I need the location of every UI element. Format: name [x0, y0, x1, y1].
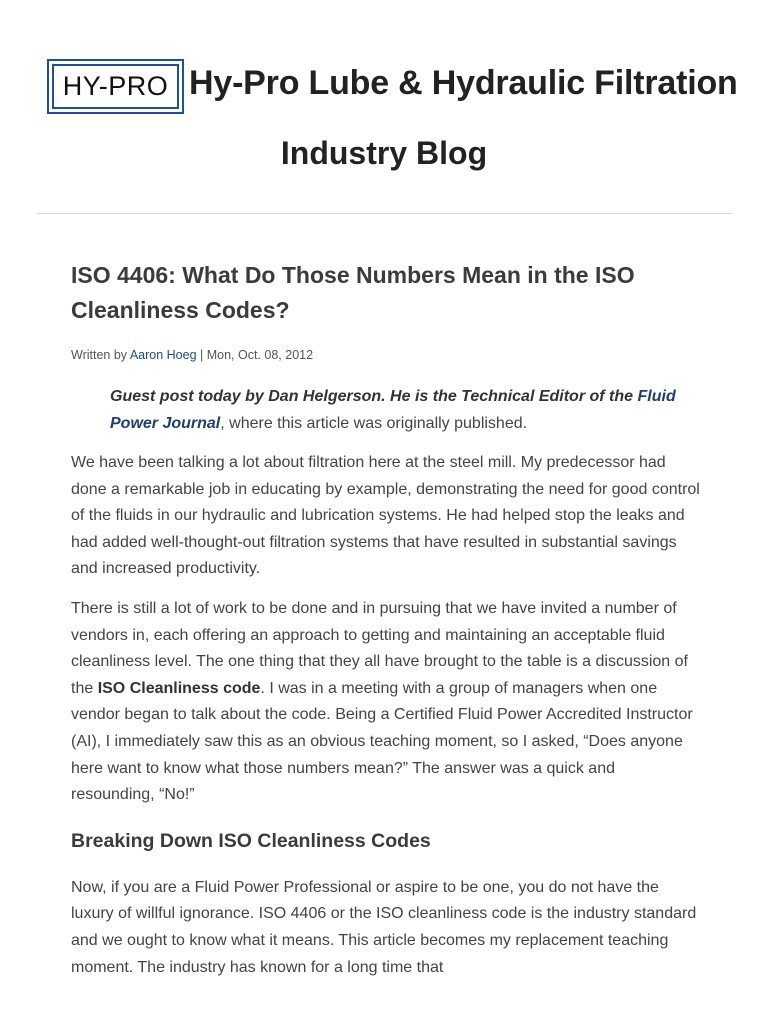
paragraph-2	[71, 596, 701, 809]
paragraph-2-before: There is still a lot of work to be done and in pursuing that we have invited a number of vendors in, each offering an approach to getting and maintaining an acceptable fluid cleanliness level. The one thing that they all have brought to the table is a discussion of the	[71, 599, 688, 697]
section-heading: Breaking Down ISO Cleanliness Codes	[71, 829, 431, 852]
byline	[71, 347, 701, 364]
logo-text: HY-PRO	[52, 64, 179, 109]
site-header	[0, 0, 768, 214]
byline-prefix: Written by	[71, 348, 130, 362]
paragraph-2-after: . I was in a meeting with a group of managers when one vendor began to talk about the code. Being a Certified Fluid Power Accredited Instructor (AI), I immediately saw this as an obvious teaching moment, so I asked, “Does anyone here want to know what those numbers mean?” The answer was a quick and resounding, “No!”	[71, 679, 693, 804]
site-title[interactable]: Hy-Pro Lube & Hydraulic Filtration	[189, 64, 738, 102]
article	[71, 258, 701, 981]
author-link[interactable]: Aaron Hoeg	[129, 348, 197, 362]
guest-post-intro	[110, 384, 701, 437]
iso-cleanliness-code-term: ISO Cleanliness code	[97, 679, 261, 697]
paragraph-1: We have been talking a lot about filtration here at the steel mill. My predecessor had done a remarkable job in educating by example, demonstrating the need for good control of the fluids in our hydraulic and lubrication systems. He had helped stop the leaks and had added well-thought-out filtration systems that have resulted in substantial savings and increased productivity.	[71, 454, 700, 578]
header-divider	[36, 213, 733, 214]
intro-rest: , where this article was originally published.	[220, 414, 528, 432]
hy-pro-logo[interactable]	[47, 59, 184, 114]
fluid-power-journal-link[interactable]: Fluid Power Journal	[110, 388, 676, 432]
post-date: | Mon, Oct. 08, 2012	[196, 348, 314, 362]
site-subtitle: Industry Blog	[280, 135, 488, 171]
post-title: ISO 4406: What Do Those Numbers Mean in the ISO Cleanliness Codes?	[71, 262, 635, 323]
intro-lead: Guest post today by Dan Helgerson. He is the Technical Editor of the	[110, 388, 638, 405]
paragraph-3: Now, if you are a Fluid Power Professional or aspire to be one, you do not have the luxury of willful ignorance. ISO 4406 or the ISO cleanliness code is the industry standard and we ought to know what it means. This article becomes my replacement teaching moment. The industry has known for a long time that	[71, 878, 697, 976]
